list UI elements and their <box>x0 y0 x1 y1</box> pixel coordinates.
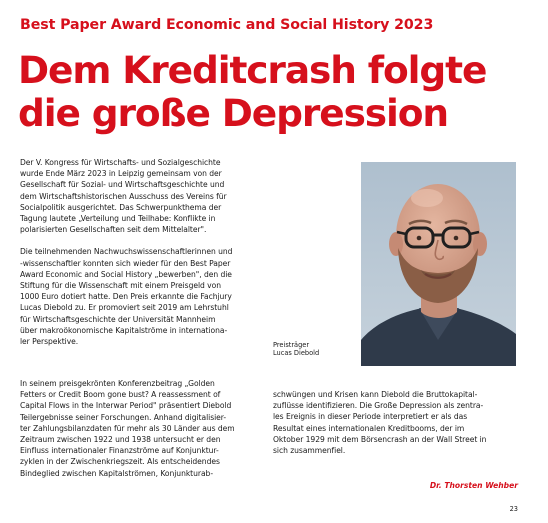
text-line: -wissenschaftler konnten sich wieder für den Best Paper <box>20 258 231 268</box>
text-line: Fetters or Credit Boom gone bust? A reassessment of <box>20 390 221 400</box>
text-line: polarisierten Gesellschaften seit dem Mittelalter". <box>20 225 207 235</box>
text-line: les Ereignis in dieser Periode interpretiert er als das <box>273 412 468 422</box>
text-line: Lucas Diebold zu. Er promoviert seit 2019 am Lehrstuhl <box>20 303 229 313</box>
text-line: Die teilnehmenden Nachwuchswissenschaftlerinnen und <box>20 247 233 257</box>
text-line: wurde Ende März 2023 in Leipzig gemeinsam von der <box>20 169 222 179</box>
text-line: Gesellschaft für Sozial- und Wirtschaftsgeschichte und <box>20 180 225 190</box>
text-line: Stiftung für die Wissenschaft mit einem Preisgeld von <box>20 281 221 291</box>
text-line: für Wirtschaftsgeschichte der Universität Mannheim <box>20 314 216 324</box>
article-kicker: Best Paper Award Economic and Social History 2023 <box>20 17 434 33</box>
caption-line: Preisträger <box>273 341 310 349</box>
text-line: über makroökonomische Kapitalströme in internationa- <box>20 325 228 335</box>
headline-line: Dem Kreditcrash folgte <box>18 48 487 92</box>
paragraph-conclusion <box>273 389 519 456</box>
text-line: ter Zahlungsbilanzdaten für mehr als 30 Länder aus dem <box>20 423 235 433</box>
article-headline <box>18 49 486 135</box>
paragraph-research <box>20 378 265 479</box>
text-line: dem Wirtschaftshistorischen Ausschuss des Vereins für <box>20 191 227 201</box>
text-line: schwüngen und Krisen kann Diebold die Bruttokapital- <box>273 390 478 399</box>
body-column-left-top <box>20 157 265 347</box>
text-line: Resultat eines internationalen Kreditbooms, der im <box>273 423 465 433</box>
text-line: zyklen in der Zwischenkriegszeit. Als entscheidendes <box>20 457 220 467</box>
author-signature: Dr. Thorsten Wehber <box>429 481 518 490</box>
text-line: Einfluss internationaler Finanzströme auf Konjunktur- <box>20 446 219 456</box>
portrait-photo <box>361 162 516 366</box>
text-line: Tagung lautete „Verteilung und Teilhabe: Konflikte in <box>20 214 216 224</box>
portrait-illustration <box>361 162 516 366</box>
text-line: Zeitraum zwischen 1922 und 1938 untersucht er den <box>20 435 221 445</box>
text-line: Award Economic and Social History „bewerben", den die <box>20 269 232 279</box>
text-line: ler Perspektive. <box>20 337 79 347</box>
text-line: zuflüsse identifizieren. Die Große Depression als zentra- <box>273 401 484 411</box>
page-number: 23 <box>509 505 518 513</box>
caption-line: Lucas Diebold <box>273 349 320 358</box>
paragraph-intro <box>20 157 265 235</box>
body-column-right <box>273 389 519 456</box>
text-line: Socialpolitik ausgerichtet. Das Schwerpunkthema der <box>20 202 222 212</box>
text-line: Oktober 1929 mit dem Börsencrash an der Wall Street in <box>273 434 487 444</box>
text-line: In seinem preisgekrönten Konferenzbeitrag „Golden <box>20 379 215 388</box>
text-line: Bindeglied zwischen Kapitalströmen, Konjunkturab- <box>20 468 214 478</box>
text-line: 1000 Euro dotiert hatte. Den Preis erkannte die Fachjury <box>20 292 232 302</box>
text-line: Der V. Kongress für Wirtschafts- und Sozialgeschichte <box>20 158 221 167</box>
paragraph-award <box>20 246 265 347</box>
body-column-left-bottom <box>20 378 265 479</box>
text-line: Capital Flows in the Interwar Period" präsentiert Diebold <box>20 401 232 411</box>
text-line: Teilergebnisse seiner Forschungen. Anhand digitalisier- <box>20 412 227 422</box>
headline-line: die große Depression <box>18 91 449 135</box>
text-line: sich zusammenfiel. <box>273 446 346 456</box>
photo-caption <box>273 341 355 358</box>
